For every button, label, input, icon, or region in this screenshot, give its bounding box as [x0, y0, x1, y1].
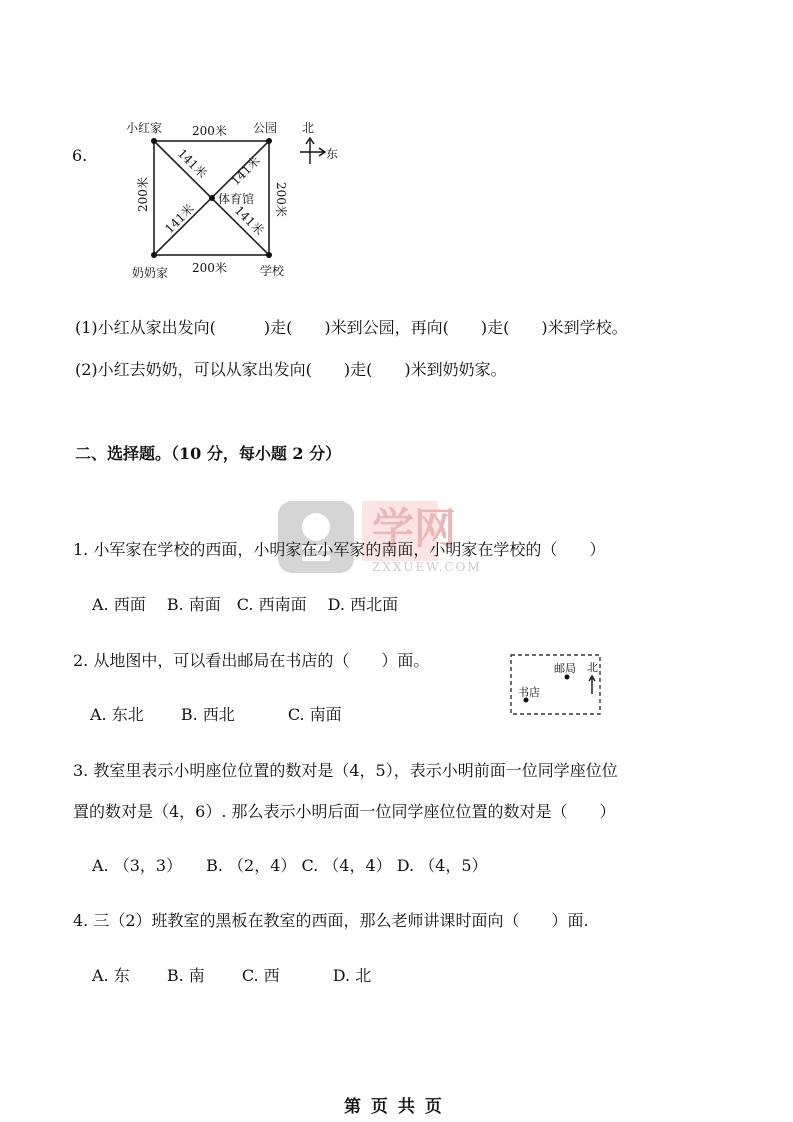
post-office-map — [508, 652, 604, 718]
label-bottom-distance: 200米 — [192, 261, 227, 275]
compass-icon — [300, 138, 325, 164]
question-4-stem: 4. 三（2）班教室的黑板在教室的西面，那么老师讲课时面向（ ）面. — [73, 911, 589, 930]
post-office-dot — [565, 675, 570, 680]
label-diag-lower-right: 141米 — [231, 203, 267, 238]
question-4-options: A. 东 B. 南 C. 西 D. 北 — [92, 966, 372, 985]
stadium-dot — [209, 195, 215, 201]
label-grandma-home: 奶奶家 — [132, 266, 169, 280]
question-3-options: A. （3，3） B. （2，4） C. （4，4） D. （4，5） — [92, 856, 488, 875]
question-1-options: A. 西面 B. 南面 C. 西南面 D. 西北面 — [92, 595, 399, 614]
compass-north-label: 北 — [302, 121, 315, 135]
section-title: 二、选择题。（10 分，每小题 2 分） — [75, 444, 342, 463]
label-stadium: 体育馆 — [218, 192, 255, 206]
question-2-stem: 2. 从地图中，可以看出邮局在书店的（ ）面。 — [73, 651, 430, 670]
question-2-options: A. 东北 B. 西北 C. 南面 — [90, 705, 342, 724]
watermark-url: ZXXUEW.COM — [372, 560, 482, 574]
question-6-part-1: (1)小红从家出发向( )走( )米到公园，再向( )走( )米到学校。 — [75, 318, 628, 337]
label-map-north: 北 — [587, 661, 598, 674]
label-bookstore: 书店 — [518, 686, 540, 699]
compass-east-label: 东 — [326, 147, 339, 161]
label-diag-lower-left: 141米 — [162, 201, 197, 237]
label-park: 公园 — [253, 121, 278, 135]
question-3-stem-line-1: 3. 教室里表示小明座位位置的数对是（4，5），表示小明前面一位同学座位位 — [73, 761, 618, 780]
question-6-part-2: (2)小红去奶奶，可以从家出发向( )走( )米到奶奶家。 — [75, 360, 507, 379]
label-school: 学校 — [260, 264, 285, 278]
label-left-distance: 200米 — [136, 177, 150, 212]
question-1-stem: 1. 小军家在学校的西面，小明家在小军家的南面，小明家在学校的（ ） — [73, 540, 606, 559]
park-dot — [266, 138, 272, 144]
question-3-stem-line-2: 置的数对是（4，6）. 那么表示小明后面一位同学座位位置的数对是（ ） — [73, 802, 616, 821]
label-diag-upper-right: 141米 — [228, 153, 263, 189]
label-diag-upper-left: 141米 — [174, 146, 210, 181]
label-top-distance: 200米 — [192, 124, 227, 138]
xiaohong-home-dot — [151, 138, 157, 144]
label-xiaohong-home: 小红家 — [126, 121, 163, 135]
watermark-brand: 学网 — [372, 504, 457, 553]
page-footer: 第 页 共 页 — [344, 1097, 444, 1117]
label-post-office: 邮局 — [554, 662, 576, 675]
school-dot — [266, 252, 272, 258]
label-right-distance: 200米 — [274, 182, 288, 217]
north-arrow-icon — [589, 676, 595, 694]
question-6-number: 6. — [72, 146, 88, 165]
grandma-home-dot — [151, 252, 157, 258]
direction-map-diagram — [120, 114, 350, 284]
